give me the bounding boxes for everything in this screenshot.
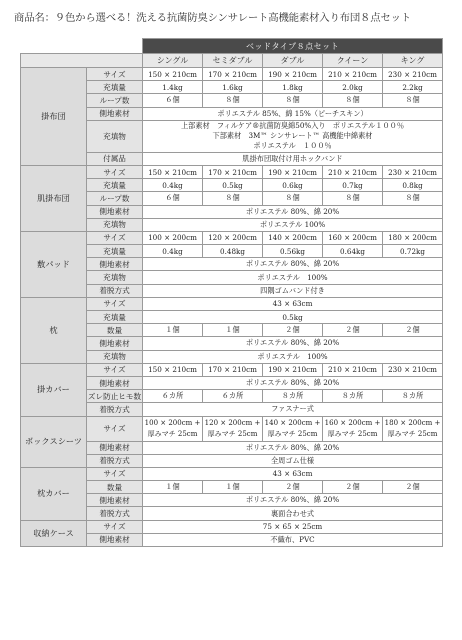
- value-cell: 150 × 210cm: [143, 68, 203, 81]
- attribute-label: 充填量: [87, 179, 143, 192]
- value-cell: 100 × 200cm + 厚みマチ 25cm: [143, 416, 203, 441]
- value-span: 肌掛布団取付け用ホックバンド: [143, 152, 443, 165]
- group-label: 掛布団: [21, 68, 87, 166]
- attribute-label: 側地素材: [87, 337, 143, 350]
- value-span: ポリエステル 80%、綿 20%: [143, 376, 443, 389]
- value-cell: 230 × 210cm: [383, 165, 443, 178]
- spec-row: [21, 363, 443, 376]
- attribute-label: 数量: [87, 481, 143, 494]
- attribute-label: 着脱方式: [87, 507, 143, 520]
- value-cell: 2.2kg: [383, 81, 443, 94]
- value-cell: 170 × 210cm: [203, 68, 263, 81]
- value-span: 裏面合わせ式: [143, 507, 443, 520]
- spec-row: [21, 297, 443, 310]
- value-cell: 0.8kg: [383, 179, 443, 192]
- value-cell: ８カ所: [323, 390, 383, 403]
- value-cell: １個: [203, 481, 263, 494]
- attribute-label: サイズ: [87, 68, 143, 81]
- value-span: ポリエステル 80%、綿 20%: [143, 337, 443, 350]
- group-label: 枕カバー: [21, 467, 87, 520]
- attribute-label: サイズ: [87, 467, 143, 480]
- value-cell: 1.8kg: [263, 81, 323, 94]
- attribute-label: 充填量: [87, 81, 143, 94]
- value-span: ポリエステル 100%: [143, 218, 443, 231]
- value-cell: 0.56kg: [263, 245, 323, 258]
- size-header-double: ダブル: [263, 54, 323, 68]
- value-cell: ８個: [383, 192, 443, 205]
- group-label: 枕: [21, 297, 87, 363]
- attribute-label: ループ数: [87, 94, 143, 107]
- spec-row: [21, 467, 443, 480]
- attribute-label: 充填物: [87, 218, 143, 231]
- value-span: ファスナー式: [143, 403, 443, 416]
- attribute-label: サイズ: [87, 363, 143, 376]
- value-cell: 140 × 200cm + 厚みマチ 25cm: [263, 416, 323, 441]
- set-header: ベッドタイプ８点セット: [143, 39, 443, 54]
- value-cell: 140 × 200cm: [263, 231, 323, 244]
- attribute-label: サイズ: [87, 520, 143, 533]
- value-cell: ８個: [263, 192, 323, 205]
- attribute-label: ループ数: [87, 192, 143, 205]
- value-cell: 100 × 200cm: [143, 231, 203, 244]
- attribute-label: 数量: [87, 324, 143, 337]
- attribute-label: 側地素材: [87, 533, 143, 546]
- value-cell: 0.4kg: [143, 245, 203, 258]
- value-cell: ８個: [263, 94, 323, 107]
- attribute-label: 着脱方式: [87, 284, 143, 297]
- value-span: 43 × 63cm: [143, 467, 443, 480]
- value-cell: ８個: [203, 192, 263, 205]
- attribute-label: サイズ: [87, 297, 143, 310]
- value-span: ポリエステル 85%、綿 15%（ピーチスキン）: [143, 107, 443, 120]
- value-span-multiline: [143, 120, 443, 152]
- spec-row: [21, 231, 443, 244]
- value-cell: 190 × 210cm: [263, 165, 323, 178]
- size-header-king: キング: [383, 54, 443, 68]
- value-cell: 230 × 210cm: [383, 363, 443, 376]
- value-span: 75 × 65 × 25cm: [143, 520, 443, 533]
- attribute-label: 着脱方式: [87, 454, 143, 467]
- value-cell: ６個: [143, 94, 203, 107]
- value-cell: 230 × 210cm: [383, 68, 443, 81]
- value-cell: 170 × 210cm: [203, 363, 263, 376]
- value-cell: ２個: [383, 481, 443, 494]
- value-cell: ８個: [323, 94, 383, 107]
- attribute-label: 側地素材: [87, 258, 143, 271]
- value-cell: 150 × 210cm: [143, 165, 203, 178]
- group-label: 肌掛布団: [21, 165, 87, 231]
- value-cell: ８カ所: [383, 390, 443, 403]
- value-cell: １個: [203, 324, 263, 337]
- size-header-single: シングル: [143, 54, 203, 68]
- value-cell: ６カ所: [203, 390, 263, 403]
- attribute-label: 充填物: [87, 120, 143, 152]
- value-cell: ８個: [203, 94, 263, 107]
- value-cell: 150 × 210cm: [143, 363, 203, 376]
- size-header-row: [21, 54, 443, 68]
- value-cell: 170 × 210cm: [203, 165, 263, 178]
- spec-row: [21, 68, 443, 81]
- group-label: 掛カバー: [21, 363, 87, 416]
- attribute-label: 充填量: [87, 311, 143, 324]
- value-cell: 0.64kg: [323, 245, 383, 258]
- value-span: 43 × 63cm: [143, 297, 443, 310]
- attribute-label: サイズ: [87, 231, 143, 244]
- value-line: 上部素材 フィルケア®抗菌防臭綿50%入り ポリエステル１００％: [180, 121, 405, 131]
- value-span: ポリエステル 100%: [143, 271, 443, 284]
- value-cell: 1.6kg: [203, 81, 263, 94]
- value-cell: ８カ所: [263, 390, 323, 403]
- attribute-label: サイズ: [87, 416, 143, 441]
- value-line: ポリエステル １００％: [253, 141, 332, 151]
- value-line: 下部素材 3M™ シンサレート™ 高機能中綿素材: [212, 131, 373, 141]
- value-cell: 190 × 210cm: [263, 363, 323, 376]
- value-cell: ２個: [263, 481, 323, 494]
- value-cell: 120 × 200cm: [203, 231, 263, 244]
- value-cell: 160 × 200cm: [323, 231, 383, 244]
- attribute-label: 充填物: [87, 271, 143, 284]
- value-cell: 0.5kg: [203, 179, 263, 192]
- value-cell: 0.48kg: [203, 245, 263, 258]
- spec-table: [20, 38, 443, 547]
- value-span: ポリエステル 80%、綿 20%: [143, 441, 443, 454]
- group-label: 収納ケース: [21, 520, 87, 546]
- attribute-label: 側地素材: [87, 205, 143, 218]
- size-header-blank: [21, 54, 143, 68]
- value-cell: ２個: [383, 324, 443, 337]
- value-span: 全周ゴム仕様: [143, 454, 443, 467]
- value-cell: 210 × 210cm: [323, 165, 383, 178]
- value-cell: ８個: [383, 94, 443, 107]
- value-cell: ６カ所: [143, 390, 203, 403]
- value-cell: 210 × 210cm: [323, 68, 383, 81]
- value-cell: 180 × 200cm: [383, 231, 443, 244]
- value-span: ポリエステル 80%、綿 20%: [143, 494, 443, 507]
- value-cell: 160 × 200cm + 厚みマチ 25cm: [323, 416, 383, 441]
- size-header-semi-double: セミダブル: [203, 54, 263, 68]
- size-header-queen: クイーン: [323, 54, 383, 68]
- attribute-label: 充填量: [87, 245, 143, 258]
- attribute-label: 側地素材: [87, 441, 143, 454]
- group-label: 敷パッド: [21, 231, 87, 297]
- value-cell: 190 × 210cm: [263, 68, 323, 81]
- spec-row: [21, 416, 443, 441]
- spec-row: [21, 165, 443, 178]
- value-cell: ６個: [143, 192, 203, 205]
- value-cell: 0.4kg: [143, 179, 203, 192]
- value-cell: 0.72kg: [383, 245, 443, 258]
- attribute-label: サイズ: [87, 165, 143, 178]
- header-spacer: [21, 39, 143, 54]
- value-span: ポリエステル 100%: [143, 350, 443, 363]
- value-cell: ２個: [323, 481, 383, 494]
- value-cell: １個: [143, 324, 203, 337]
- value-cell: ８個: [323, 192, 383, 205]
- value-cell: 2.0kg: [323, 81, 383, 94]
- value-cell: 0.7kg: [323, 179, 383, 192]
- value-cell: 180 × 200cm + 厚みマチ 25cm: [383, 416, 443, 441]
- attribute-label: ズレ防止ヒモ数: [87, 390, 143, 403]
- attribute-label: 側地素材: [87, 494, 143, 507]
- attribute-label: 側地素材: [87, 376, 143, 389]
- spec-body: [21, 68, 443, 547]
- attribute-label: 充填物: [87, 350, 143, 363]
- attribute-label: 付属品: [87, 152, 143, 165]
- value-span: 不織布、PVC: [143, 533, 443, 546]
- value-cell: 0.6kg: [263, 179, 323, 192]
- value-cell: ２個: [263, 324, 323, 337]
- value-span: ポリエステル 80%、綿 20%: [143, 258, 443, 271]
- attribute-label: 着脱方式: [87, 403, 143, 416]
- attribute-label: 側地素材: [87, 107, 143, 120]
- value-cell: 210 × 210cm: [323, 363, 383, 376]
- value-span: ポリエステル 80%、綿 20%: [143, 205, 443, 218]
- spec-row: [21, 520, 443, 533]
- value-cell: 120 × 200cm + 厚みマチ 25cm: [203, 416, 263, 441]
- product-title: 商品名：９色から選べる！洗える抗菌防臭シンサレート高機能素材入り布団８点セット: [14, 12, 411, 24]
- value-cell: 1.4kg: [143, 81, 203, 94]
- value-span: 四隅ゴムバンド付き: [143, 284, 443, 297]
- value-cell: １個: [143, 481, 203, 494]
- value-span: 0.5kg: [143, 311, 443, 324]
- value-cell: ２個: [323, 324, 383, 337]
- group-label: ボックスシーツ: [21, 416, 87, 467]
